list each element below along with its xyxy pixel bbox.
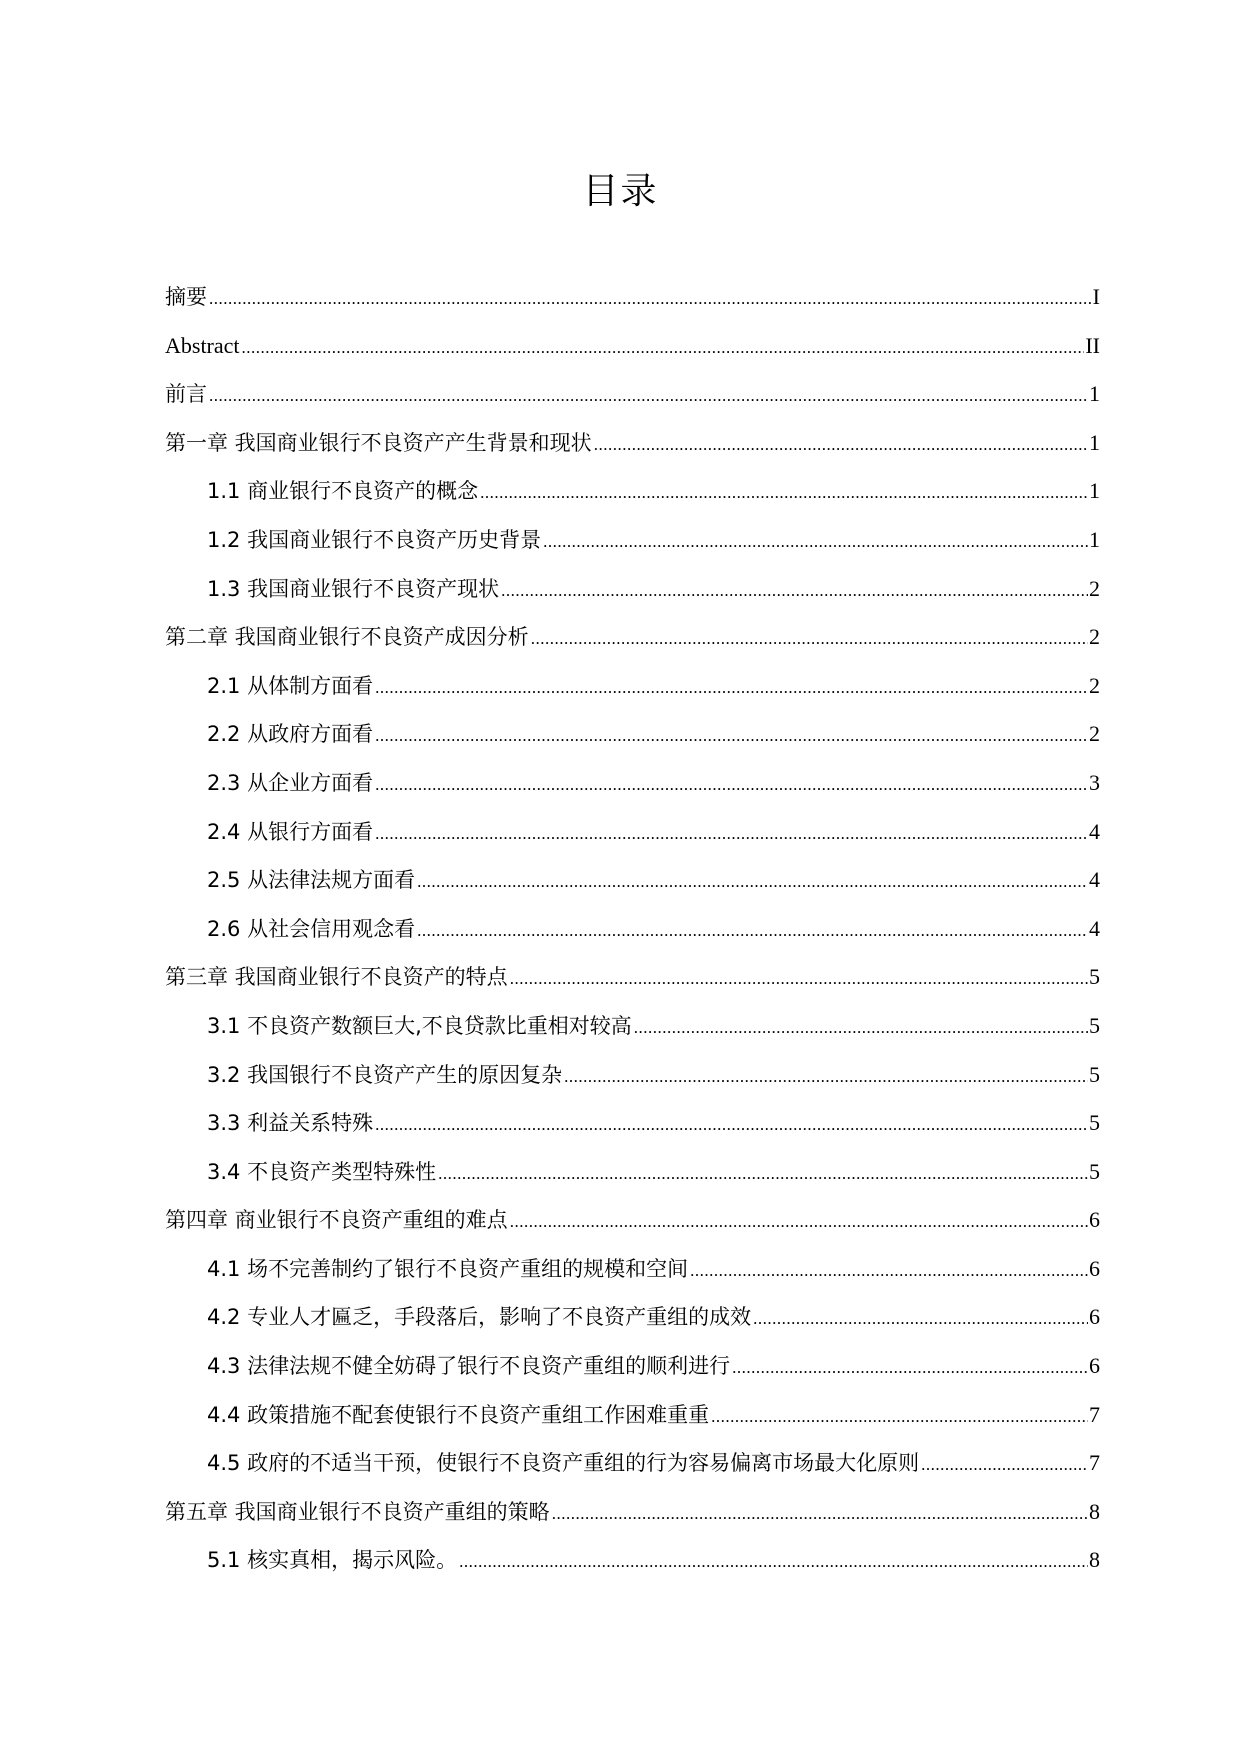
toc-entry-title: 4.5 政府的不适当干预，使银行不良资产重组的行为容易偏离市场最大化原则 <box>207 1451 920 1476</box>
toc-chapter-entry[interactable] <box>165 331 1100 380</box>
toc-entry-title: 第四章 商业银行不良资产重组的难点 <box>165 1208 508 1233</box>
toc-entry-title: 3.3 利益关系特殊 <box>207 1111 374 1136</box>
toc-dot-leader <box>242 333 1085 363</box>
toc-entry-title: 第一章 我国商业银行不良资产产生背景和现状 <box>165 430 592 455</box>
toc-dot-leader <box>438 1159 1088 1189</box>
toc-page-number: 6 <box>1089 1304 1100 1330</box>
toc-entry-title: 4.1 场不完善制约了银行不良资产重组的规模和空间 <box>207 1256 689 1281</box>
toc-entry-title: Abstract <box>165 332 240 358</box>
toc-page-number: 4 <box>1089 818 1100 844</box>
toc-dot-leader <box>753 1304 1088 1334</box>
toc-chapter-entry[interactable] <box>165 282 1100 331</box>
toc-entry-title: 第二章 我国商业银行不良资产成因分析 <box>165 625 529 650</box>
toc-entry-title: 3.1 不良资产数额巨大,不良贷款比重相对较高 <box>207 1013 632 1038</box>
table-of-contents <box>165 282 1100 1594</box>
toc-section-entry[interactable] <box>165 476 1100 525</box>
toc-section-entry[interactable] <box>165 1448 1100 1497</box>
toc-chapter-entry[interactable] <box>165 622 1100 671</box>
page-title: 目录 <box>582 171 659 212</box>
toc-page-number: 1 <box>1089 478 1100 504</box>
toc-section-entry[interactable] <box>165 574 1100 623</box>
toc-page-number: I <box>1092 284 1100 309</box>
toc-entry-title: 3.4 不良资产类型特殊性 <box>207 1159 437 1184</box>
toc-dot-leader <box>543 527 1088 557</box>
toc-entry-title: 1.3 我国商业银行不良资产现状 <box>207 576 500 601</box>
toc-section-entry[interactable] <box>165 1545 1100 1594</box>
toc-dot-leader <box>417 916 1088 946</box>
toc-chapter-entry[interactable] <box>165 962 1100 1011</box>
toc-page-number: 8 <box>1089 1547 1100 1573</box>
toc-dot-leader <box>501 576 1088 606</box>
toc-section-entry[interactable] <box>165 1351 1100 1400</box>
toc-chapter-entry[interactable] <box>165 1497 1100 1546</box>
toc-chapter-entry[interactable] <box>165 1205 1100 1254</box>
toc-page-number: 6 <box>1089 1255 1100 1281</box>
toc-page-number: 7 <box>1089 1401 1100 1427</box>
toc-page-number: 3 <box>1089 769 1100 795</box>
toc-entry-title: 4.4 政策措施不配套使银行不良资产重组工作困难重重 <box>207 1402 710 1427</box>
toc-section-entry[interactable] <box>165 525 1100 574</box>
toc-section-entry[interactable] <box>165 1157 1100 1206</box>
toc-page-number: 5 <box>1089 1061 1100 1087</box>
toc-section-entry[interactable] <box>165 1011 1100 1060</box>
toc-dot-leader <box>209 284 1092 314</box>
toc-page-number: 5 <box>1089 964 1100 990</box>
toc-dot-leader <box>564 1062 1088 1092</box>
toc-section-entry[interactable] <box>165 1400 1100 1449</box>
toc-page-number: 5 <box>1089 1012 1100 1038</box>
toc-page-number: 5 <box>1089 1158 1100 1184</box>
toc-section-entry[interactable] <box>165 768 1100 817</box>
toc-dot-leader <box>375 721 1088 751</box>
toc-dot-leader <box>711 1402 1088 1432</box>
toc-page-number: 8 <box>1089 1498 1100 1524</box>
toc-dot-leader <box>480 478 1088 508</box>
toc-section-entry[interactable] <box>165 914 1100 963</box>
toc-page-number: 5 <box>1089 1110 1100 1136</box>
toc-page-number: 6 <box>1089 1207 1100 1233</box>
toc-section-entry[interactable] <box>165 1254 1100 1303</box>
toc-entry-title: 4.2 专业人才匾乏，手段落后，影响了不良资产重组的成效 <box>207 1305 752 1330</box>
toc-dot-leader <box>417 867 1088 897</box>
toc-entry-title: 1.2 我国商业银行不良资产历史背景 <box>207 527 542 552</box>
toc-dot-leader <box>510 964 1088 994</box>
toc-entry-title: 3.2 我国银行不良资产产生的原因复杂 <box>207 1062 563 1087</box>
toc-page-number: II <box>1085 332 1100 358</box>
toc-dot-leader <box>375 770 1088 800</box>
toc-dot-leader <box>510 1207 1088 1237</box>
toc-page-number: 1 <box>1089 381 1100 407</box>
toc-chapter-entry[interactable] <box>165 428 1100 477</box>
toc-entry-title: 4.3 法律法规不健全妨碍了银行不良资产重组的顺利进行 <box>207 1354 731 1379</box>
toc-page-number: 4 <box>1089 867 1100 893</box>
toc-section-entry[interactable] <box>165 865 1100 914</box>
toc-dot-leader <box>634 1013 1088 1043</box>
toc-page-number: 2 <box>1089 575 1100 601</box>
toc-page-number: 2 <box>1089 721 1100 747</box>
toc-dot-leader <box>552 1499 1088 1529</box>
toc-dot-leader <box>209 381 1088 411</box>
toc-entry-title: 2.5 从法律法规方面看 <box>207 868 416 893</box>
toc-dot-leader <box>375 1110 1088 1140</box>
toc-entry-title: 1.1 商业银行不良资产的概念 <box>207 479 479 504</box>
toc-page-number: 6 <box>1089 1353 1100 1379</box>
toc-dot-leader <box>375 819 1088 849</box>
toc-dot-leader <box>594 430 1088 460</box>
toc-page-number: 7 <box>1089 1450 1100 1476</box>
toc-section-entry[interactable] <box>165 1108 1100 1157</box>
toc-section-entry[interactable] <box>165 817 1100 866</box>
toc-dot-leader <box>690 1256 1088 1286</box>
toc-page-number: 1 <box>1089 526 1100 552</box>
toc-entry-title: 2.4 从银行方面看 <box>207 819 374 844</box>
toc-page-number: 4 <box>1089 915 1100 941</box>
toc-chapter-entry[interactable] <box>165 379 1100 428</box>
toc-entry-title: 前言 <box>165 382 207 407</box>
toc-dot-leader <box>375 673 1088 703</box>
toc-dot-leader <box>921 1450 1088 1480</box>
toc-entry-title: 第五章 我国商业银行不良资产重组的策略 <box>165 1499 550 1524</box>
toc-entry-title: 第三章 我国商业银行不良资产的特点 <box>165 965 508 990</box>
toc-entry-title: 2.2 从政府方面看 <box>207 722 374 747</box>
toc-section-entry[interactable] <box>165 1060 1100 1109</box>
toc-page-number: 2 <box>1089 672 1100 698</box>
toc-dot-leader <box>732 1353 1088 1383</box>
toc-entry-title: 2.6 从社会信用观念看 <box>207 916 416 941</box>
toc-entry-title: 2.1 从体制方面看 <box>207 673 374 698</box>
toc-dot-leader <box>459 1547 1088 1577</box>
toc-page-number: 1 <box>1089 429 1100 455</box>
toc-section-entry[interactable] <box>165 1302 1100 1351</box>
toc-dot-leader <box>531 624 1088 654</box>
toc-section-entry[interactable] <box>165 671 1100 720</box>
toc-entry-title: 摘要 <box>165 285 207 309</box>
toc-section-entry[interactable] <box>165 719 1100 768</box>
toc-entry-title: 2.3 从企业方面看 <box>207 770 374 795</box>
toc-page-number: 2 <box>1089 624 1100 650</box>
toc-entry-title: 5.1 核实真相，揭示风险。 <box>207 1548 458 1573</box>
